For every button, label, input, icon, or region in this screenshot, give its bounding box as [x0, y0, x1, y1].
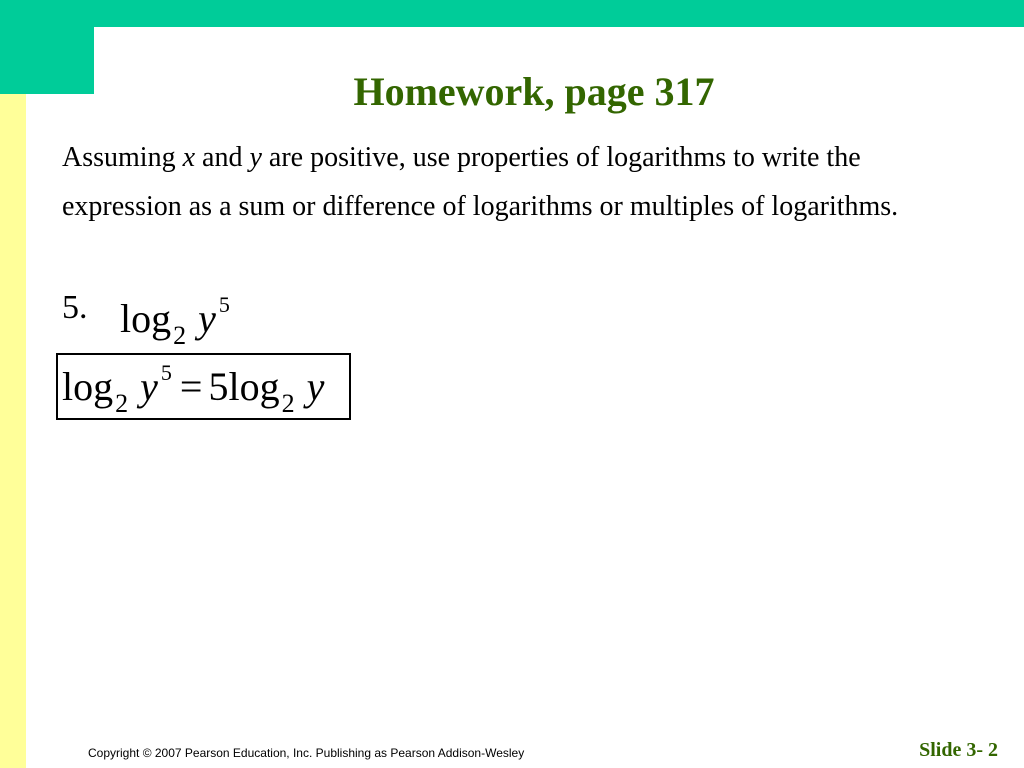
- log-function: log: [120, 296, 172, 341]
- answer-expression: [62, 362, 324, 418]
- equals-sign: =: [179, 364, 203, 409]
- problem-statement: [62, 134, 962, 231]
- slide-number: Slide 3- 2: [919, 739, 998, 761]
- statement-text-3: are positive, use properties of logarithms to write the expression as a sum or difference of logarithms or multiples of logarithms.: [62, 142, 899, 222]
- answer-right-base: 2: [281, 389, 295, 418]
- variable-x: x: [182, 142, 196, 173]
- expr-variable: y: [198, 296, 216, 341]
- slide-title: Homework, page 317: [353, 69, 715, 114]
- expr-exponent: 5: [218, 292, 230, 317]
- copyright-notice: Copyright © 2007 Pearson Education, Inc. Publishing as Pearson Addison-Wesley: [88, 746, 525, 760]
- problem-expression: [120, 294, 230, 350]
- left-accent-bar: [0, 94, 26, 768]
- answer-left-base: 2: [115, 389, 129, 418]
- statement-text-1: Assuming: [62, 142, 183, 173]
- answer-left-variable: y: [140, 364, 158, 409]
- top-accent-band: [0, 0, 1024, 27]
- answer-left-log: log: [62, 364, 114, 409]
- answer-right-log: log: [228, 364, 280, 409]
- log-base: 2: [173, 321, 187, 350]
- variable-y: y: [249, 142, 262, 173]
- answer-right-variable: y: [306, 364, 325, 409]
- statement-text-2: and: [195, 142, 250, 173]
- corner-accent-square: [0, 0, 94, 94]
- answer-left-exponent: 5: [160, 360, 172, 385]
- problem-number: 5.: [62, 289, 88, 326]
- answer-coefficient: 5: [208, 364, 229, 409]
